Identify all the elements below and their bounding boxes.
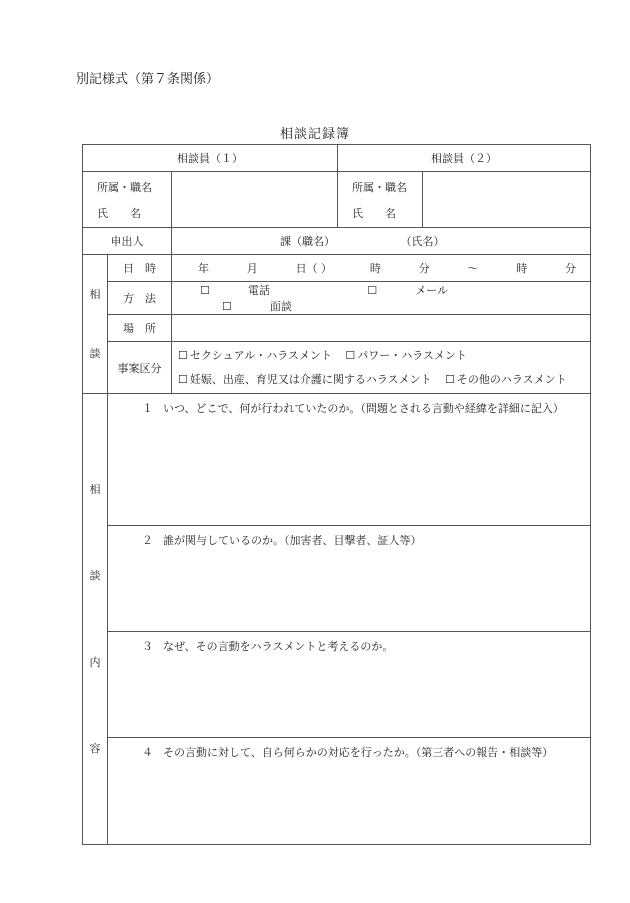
day-unit: 日（ ） xyxy=(295,262,333,275)
datetime-label: 日 時 xyxy=(108,255,172,282)
counselor-1-affiliation-label: 所属・職名 xyxy=(97,181,152,194)
applicant-dept-label: 課（職名） xyxy=(280,235,335,248)
method-option-email[interactable]: ☐ メール xyxy=(367,284,449,297)
content-item-2[interactable] xyxy=(108,526,591,632)
range-separator: ～ xyxy=(467,262,479,275)
method-option-interview[interactable]: ☐ 面談 xyxy=(222,300,292,313)
checkbox-icon: ☐ xyxy=(445,372,455,386)
category-option-other[interactable]: ☐ その他のハラスメント xyxy=(445,372,567,386)
content-item-number: １ xyxy=(142,402,153,415)
place-field[interactable] xyxy=(172,315,591,342)
counselor-1-labels xyxy=(83,172,172,228)
consultation-side-label xyxy=(83,255,108,394)
applicant-field[interactable] xyxy=(172,228,591,255)
end-hour-unit: 時 xyxy=(516,262,528,275)
content-item-text: その言動に対して、自ら何らかの対応を行ったか。（第三者への報告・相談等） xyxy=(163,746,554,759)
year-unit: 年 xyxy=(198,262,209,275)
checkbox-icon: ☐ xyxy=(222,300,232,313)
end-minute-unit: 分 xyxy=(564,262,576,275)
datetime-field[interactable] xyxy=(172,255,591,282)
method-options xyxy=(172,282,591,315)
method-label: 方 法 xyxy=(108,282,172,315)
counselor-2-field[interactable] xyxy=(423,172,591,228)
applicant-name-label: （氏名） xyxy=(400,235,445,248)
checkbox-icon: ☐ xyxy=(345,348,356,362)
content-side-char-1: 相 xyxy=(89,483,101,496)
content-item-text: なぜ、その言動をハラスメントと考えるのか。 xyxy=(163,640,394,653)
content-item-4[interactable] xyxy=(108,738,591,845)
consultation-record-table xyxy=(82,144,591,845)
counselor-1-header: 相談員（１） xyxy=(83,145,338,172)
content-item-text: いつ、どこで、何が行われていたのか。（問題とされる言動や経緯を詳細に記入） xyxy=(163,402,564,415)
counselor-2-labels xyxy=(338,172,423,228)
content-item-text: 誰が関与しているのか。（加害者、目撃者、証人等） xyxy=(163,534,422,547)
checkbox-icon: ☐ xyxy=(178,348,188,362)
applicant-label: 申出人 xyxy=(83,228,172,255)
category-label: 事案区分 xyxy=(108,342,172,394)
start-hour-unit: 時 xyxy=(369,262,381,275)
counselor-2-affiliation-label: 所属・職名 xyxy=(352,181,408,194)
month-unit: 月 xyxy=(246,262,258,275)
checkbox-icon: ☐ xyxy=(178,372,188,386)
counselor-2-header: 相談員（２） xyxy=(338,145,591,172)
checkbox-icon: ☐ xyxy=(200,284,210,297)
content-item-number: ３ xyxy=(142,640,153,653)
counselor-2-name-label: 氏 名 xyxy=(352,207,397,220)
form-label: 別記様式（第７条関係） xyxy=(76,72,220,87)
content-item-3[interactable] xyxy=(108,632,591,738)
content-side-label xyxy=(83,394,108,845)
consultation-side-char-1: 相 xyxy=(89,288,101,301)
category-option-sexual[interactable]: ☐ セクシュアル・ハラスメント xyxy=(178,348,332,362)
category-option-maternity[interactable]: ☐ 妊娠、出産、育児又は介護に関するハラスメント xyxy=(178,372,432,386)
content-item-1[interactable] xyxy=(108,394,591,526)
content-side-char-2: 談 xyxy=(89,569,101,583)
place-label: 場 所 xyxy=(108,315,172,342)
content-item-number: ４ xyxy=(142,746,153,759)
content-side-char-3: 内 xyxy=(89,655,101,669)
counselor-1-field[interactable] xyxy=(172,172,338,228)
consultation-side-char-2: 談 xyxy=(89,347,101,360)
counselor-1-name-label: 氏 名 xyxy=(97,207,141,220)
document-title: 相談記録簿 xyxy=(279,127,350,142)
start-minute-unit: 分 xyxy=(418,262,430,275)
category-options xyxy=(172,342,591,394)
content-side-char-4: 容 xyxy=(89,741,101,755)
content-item-number: ２ xyxy=(142,534,153,547)
checkbox-icon: ☐ xyxy=(367,284,378,297)
method-option-phone[interactable]: ☐ 電話 xyxy=(200,284,270,297)
category-option-power[interactable]: ☐ パワー・ハラスメント xyxy=(345,348,467,362)
